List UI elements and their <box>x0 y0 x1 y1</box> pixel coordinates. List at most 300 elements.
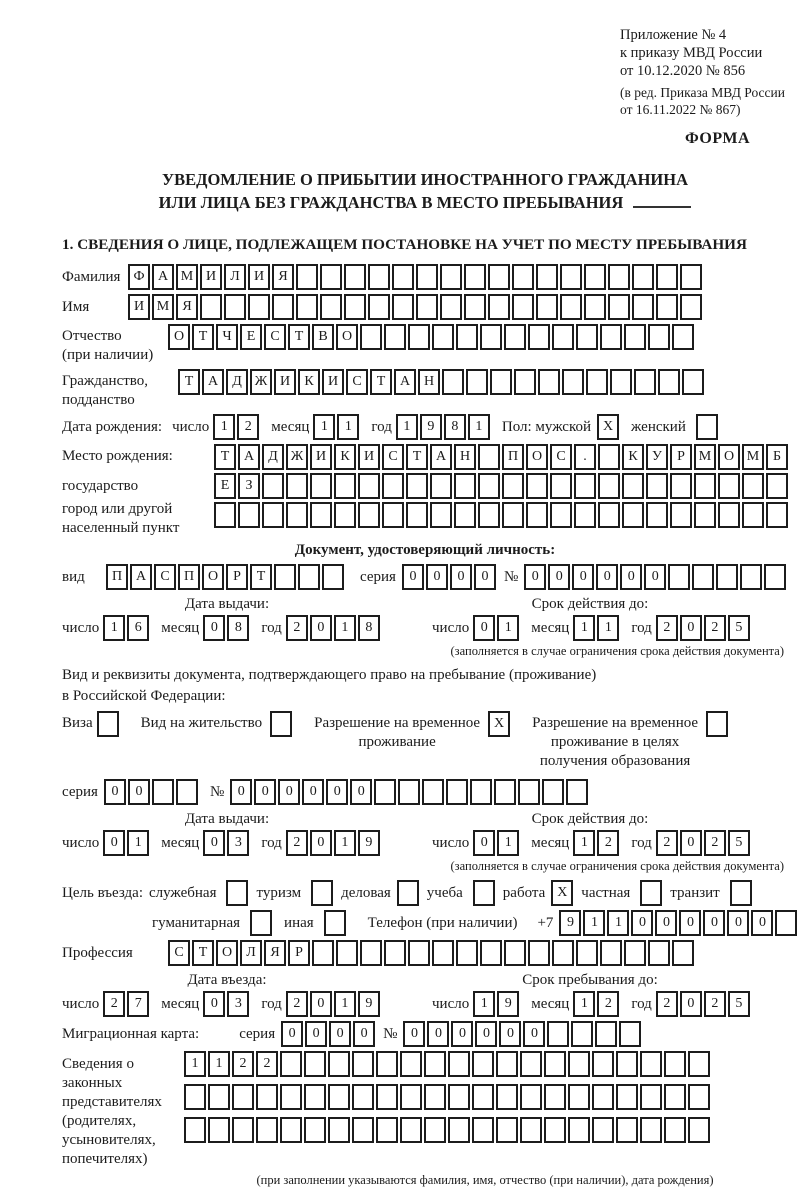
form-cell[interactable] <box>430 473 452 499</box>
form-cell[interactable]: Б <box>766 444 788 470</box>
form-cell[interactable]: И <box>274 369 296 395</box>
form-cell[interactable] <box>408 324 430 350</box>
form-cell[interactable]: 0 <box>751 910 773 936</box>
form-cell[interactable]: С <box>154 564 176 590</box>
form-cell[interactable] <box>310 473 332 499</box>
form-cell[interactable]: С <box>550 444 572 470</box>
form-cell[interactable]: 1 <box>334 991 356 1017</box>
form-cell[interactable]: С <box>382 444 404 470</box>
form-cell[interactable] <box>298 564 320 590</box>
form-cell[interactable]: У <box>646 444 668 470</box>
form-cell[interactable]: 1 <box>573 991 595 1017</box>
form-cell[interactable] <box>470 779 492 805</box>
form-cell[interactable]: 2 <box>232 1051 254 1077</box>
form-cell[interactable] <box>592 1117 614 1143</box>
form-cell[interactable]: 1 <box>468 414 490 440</box>
form-cell[interactable] <box>214 502 236 528</box>
form-cell[interactable] <box>640 1051 662 1077</box>
form-cell[interactable]: О <box>718 444 740 470</box>
form-cell[interactable] <box>398 779 420 805</box>
form-cell[interactable] <box>400 1117 422 1143</box>
form-cell[interactable] <box>576 324 598 350</box>
form-cell[interactable]: 2 <box>656 991 678 1017</box>
form-cell[interactable] <box>496 1084 518 1110</box>
form-cell[interactable] <box>608 264 630 290</box>
form-cell[interactable]: Л <box>224 264 246 290</box>
form-cell[interactable] <box>336 940 358 966</box>
form-cell[interactable] <box>311 880 333 906</box>
form-cell[interactable] <box>622 473 644 499</box>
form-cell[interactable] <box>775 910 797 936</box>
form-cell[interactable]: 0 <box>451 1021 473 1047</box>
form-cell[interactable]: А <box>394 369 416 395</box>
form-cell[interactable]: 2 <box>286 830 308 856</box>
form-cell[interactable] <box>656 294 678 320</box>
form-cell[interactable] <box>568 1051 590 1077</box>
form-cell[interactable] <box>504 940 526 966</box>
form-cell[interactable]: 2 <box>103 991 125 1017</box>
form-cell[interactable]: Р <box>226 564 248 590</box>
form-cell[interactable] <box>368 264 390 290</box>
form-cell[interactable]: Р <box>670 444 692 470</box>
form-cell[interactable] <box>397 880 419 906</box>
form-cell[interactable]: 0 <box>230 779 252 805</box>
form-cell[interactable]: 8 <box>444 414 466 440</box>
form-cell[interactable] <box>592 1084 614 1110</box>
form-cell[interactable] <box>584 294 606 320</box>
form-cell[interactable] <box>448 1084 470 1110</box>
form-cell[interactable]: С <box>346 369 368 395</box>
form-cell[interactable] <box>668 564 690 590</box>
form-cell[interactable]: М <box>742 444 764 470</box>
form-cell[interactable]: 1 <box>473 991 495 1017</box>
form-cell[interactable] <box>478 444 500 470</box>
form-cell[interactable] <box>502 502 524 528</box>
form-cell[interactable] <box>610 369 632 395</box>
form-cell[interactable] <box>456 324 478 350</box>
form-cell[interactable]: 0 <box>326 779 348 805</box>
form-cell[interactable]: 1 <box>334 615 356 641</box>
form-cell[interactable] <box>766 473 788 499</box>
form-cell[interactable] <box>272 294 294 320</box>
form-cell[interactable] <box>360 940 382 966</box>
form-cell[interactable] <box>480 324 502 350</box>
form-cell[interactable]: 1 <box>396 414 418 440</box>
form-cell[interactable] <box>328 1117 350 1143</box>
form-cell[interactable]: П <box>106 564 128 590</box>
form-cell[interactable]: 1 <box>213 414 235 440</box>
form-cell[interactable] <box>586 369 608 395</box>
form-cell[interactable] <box>640 1117 662 1143</box>
form-cell[interactable]: 0 <box>310 830 332 856</box>
form-cell[interactable]: 5 <box>728 830 750 856</box>
form-cell[interactable]: 0 <box>203 830 225 856</box>
form-cell[interactable] <box>598 473 620 499</box>
form-cell[interactable] <box>496 1051 518 1077</box>
form-cell[interactable] <box>574 502 596 528</box>
form-cell[interactable] <box>592 1051 614 1077</box>
form-cell[interactable]: 0 <box>680 991 702 1017</box>
form-cell[interactable]: 0 <box>655 910 677 936</box>
form-cell[interactable]: 8 <box>358 615 380 641</box>
form-cell[interactable]: 0 <box>203 991 225 1017</box>
form-cell[interactable] <box>542 779 564 805</box>
form-cell[interactable] <box>424 1051 446 1077</box>
form-cell[interactable]: Е <box>214 473 236 499</box>
form-cell[interactable] <box>478 473 500 499</box>
form-cell[interactable]: 0 <box>353 1021 375 1047</box>
form-cell[interactable]: И <box>322 369 344 395</box>
form-cell[interactable]: 1 <box>208 1051 230 1077</box>
form-cell[interactable] <box>680 294 702 320</box>
form-cell[interactable] <box>382 473 404 499</box>
form-cell[interactable]: 0 <box>427 1021 449 1047</box>
form-cell[interactable]: 0 <box>524 564 546 590</box>
form-cell[interactable]: 0 <box>680 615 702 641</box>
form-cell[interactable] <box>408 940 430 966</box>
form-cell[interactable] <box>472 1117 494 1143</box>
form-cell[interactable]: 0 <box>644 564 666 590</box>
form-cell[interactable] <box>344 264 366 290</box>
form-cell[interactable]: 0 <box>572 564 594 590</box>
form-cell[interactable] <box>664 1117 686 1143</box>
form-cell[interactable]: И <box>248 264 270 290</box>
form-cell[interactable] <box>176 779 198 805</box>
form-cell[interactable]: 1 <box>607 910 629 936</box>
form-cell[interactable]: 2 <box>704 991 726 1017</box>
form-cell[interactable] <box>322 564 344 590</box>
form-cell[interactable]: Н <box>454 444 476 470</box>
form-cell[interactable]: 1 <box>583 910 605 936</box>
form-cell[interactable]: А <box>238 444 260 470</box>
form-cell[interactable] <box>512 294 534 320</box>
form-cell[interactable] <box>384 940 406 966</box>
form-cell[interactable] <box>304 1117 326 1143</box>
form-cell[interactable] <box>766 502 788 528</box>
form-cell[interactable]: 0 <box>680 830 702 856</box>
form-cell[interactable]: А <box>430 444 452 470</box>
form-cell[interactable] <box>664 1051 686 1077</box>
form-cell[interactable]: 0 <box>254 779 276 805</box>
form-cell[interactable]: 0 <box>475 1021 497 1047</box>
form-cell[interactable]: О <box>168 324 190 350</box>
form-cell[interactable] <box>304 1051 326 1077</box>
form-cell[interactable] <box>262 502 284 528</box>
form-cell[interactable]: 1 <box>597 615 619 641</box>
form-cell[interactable] <box>97 711 119 737</box>
form-cell[interactable]: 0 <box>679 910 701 936</box>
form-cell[interactable] <box>328 1051 350 1077</box>
form-cell[interactable] <box>646 473 668 499</box>
form-cell[interactable] <box>446 779 468 805</box>
form-cell[interactable] <box>696 414 718 440</box>
form-cell[interactable] <box>488 294 510 320</box>
form-cell[interactable] <box>473 880 495 906</box>
form-cell[interactable] <box>440 294 462 320</box>
form-cell[interactable]: 3 <box>227 991 249 1017</box>
form-cell[interactable]: И <box>128 294 150 320</box>
form-cell[interactable]: 0 <box>474 564 496 590</box>
form-cell[interactable] <box>232 1084 254 1110</box>
form-cell[interactable] <box>536 264 558 290</box>
form-cell[interactable]: 9 <box>358 991 380 1017</box>
form-cell[interactable]: М <box>152 294 174 320</box>
form-cell[interactable]: 2 <box>286 991 308 1017</box>
form-cell[interactable] <box>616 1084 638 1110</box>
form-cell[interactable]: 1 <box>497 830 519 856</box>
form-cell[interactable]: 9 <box>497 991 519 1017</box>
form-cell[interactable]: 2 <box>656 615 678 641</box>
form-cell[interactable] <box>472 1084 494 1110</box>
form-cell[interactable] <box>280 1084 302 1110</box>
form-cell[interactable] <box>682 369 704 395</box>
form-cell[interactable] <box>544 1051 566 1077</box>
form-cell[interactable]: П <box>178 564 200 590</box>
form-cell[interactable]: И <box>200 264 222 290</box>
form-cell[interactable] <box>262 473 284 499</box>
form-cell[interactable] <box>208 1084 230 1110</box>
form-cell[interactable]: Ж <box>250 369 272 395</box>
form-cell[interactable]: Д <box>262 444 284 470</box>
form-cell[interactable] <box>226 880 248 906</box>
form-cell[interactable] <box>584 264 606 290</box>
form-cell[interactable] <box>472 1051 494 1077</box>
form-cell[interactable] <box>672 324 694 350</box>
form-cell[interactable]: 0 <box>278 779 300 805</box>
form-cell[interactable] <box>670 502 692 528</box>
form-cell[interactable] <box>384 324 406 350</box>
form-cell[interactable] <box>232 1117 254 1143</box>
form-cell[interactable] <box>280 1117 302 1143</box>
form-cell[interactable]: X <box>597 414 619 440</box>
form-cell[interactable] <box>454 502 476 528</box>
form-cell[interactable] <box>624 940 646 966</box>
form-cell[interactable]: Я <box>176 294 198 320</box>
form-cell[interactable] <box>454 473 476 499</box>
form-cell[interactable]: О <box>336 324 358 350</box>
form-cell[interactable]: А <box>202 369 224 395</box>
form-cell[interactable] <box>270 711 292 737</box>
form-cell[interactable] <box>422 779 444 805</box>
form-cell[interactable] <box>376 1084 398 1110</box>
form-cell[interactable]: П <box>502 444 524 470</box>
form-cell[interactable] <box>598 444 620 470</box>
form-cell[interactable] <box>250 910 272 936</box>
form-cell[interactable] <box>286 502 308 528</box>
form-cell[interactable] <box>640 880 662 906</box>
form-cell[interactable]: 0 <box>523 1021 545 1047</box>
form-cell[interactable]: 2 <box>704 615 726 641</box>
form-cell[interactable]: 0 <box>402 564 424 590</box>
form-cell[interactable] <box>688 1084 710 1110</box>
form-cell[interactable] <box>706 711 728 737</box>
form-cell[interactable] <box>152 779 174 805</box>
form-cell[interactable] <box>496 1117 518 1143</box>
form-cell[interactable] <box>334 473 356 499</box>
form-cell[interactable] <box>382 502 404 528</box>
form-cell[interactable]: О <box>202 564 224 590</box>
form-cell[interactable] <box>344 294 366 320</box>
form-cell[interactable] <box>320 264 342 290</box>
form-cell[interactable]: К <box>334 444 356 470</box>
form-cell[interactable]: 0 <box>104 779 126 805</box>
form-cell[interactable] <box>406 502 428 528</box>
form-cell[interactable] <box>440 264 462 290</box>
form-cell[interactable] <box>670 473 692 499</box>
form-cell[interactable] <box>616 1117 638 1143</box>
form-cell[interactable]: 1 <box>127 830 149 856</box>
form-cell[interactable]: М <box>694 444 716 470</box>
form-cell[interactable]: О <box>526 444 548 470</box>
form-cell[interactable] <box>552 940 574 966</box>
form-cell[interactable] <box>536 294 558 320</box>
form-cell[interactable]: Я <box>264 940 286 966</box>
form-cell[interactable]: В <box>312 324 334 350</box>
form-cell[interactable] <box>622 502 644 528</box>
form-cell[interactable]: 1 <box>103 615 125 641</box>
form-cell[interactable] <box>456 940 478 966</box>
form-cell[interactable] <box>550 502 572 528</box>
form-cell[interactable]: 0 <box>403 1021 425 1047</box>
form-cell[interactable]: 3 <box>227 830 249 856</box>
form-cell[interactable]: 0 <box>128 779 150 805</box>
form-cell[interactable]: X <box>488 711 510 737</box>
form-cell[interactable] <box>520 1051 542 1077</box>
form-cell[interactable] <box>376 1051 398 1077</box>
form-cell[interactable] <box>740 564 762 590</box>
form-cell[interactable]: 0 <box>203 615 225 641</box>
form-cell[interactable] <box>547 1021 569 1047</box>
form-cell[interactable]: 0 <box>499 1021 521 1047</box>
form-cell[interactable] <box>718 473 740 499</box>
form-cell[interactable] <box>608 294 630 320</box>
form-cell[interactable]: 2 <box>237 414 259 440</box>
form-cell[interactable]: З <box>238 473 260 499</box>
form-cell[interactable]: 0 <box>631 910 653 936</box>
form-cell[interactable]: 0 <box>103 830 125 856</box>
form-cell[interactable] <box>562 369 584 395</box>
form-cell[interactable] <box>560 294 582 320</box>
form-cell[interactable] <box>716 564 738 590</box>
form-cell[interactable] <box>490 369 512 395</box>
form-cell[interactable]: 2 <box>656 830 678 856</box>
form-cell[interactable]: 0 <box>596 564 618 590</box>
form-cell[interactable] <box>352 1084 374 1110</box>
form-cell[interactable] <box>478 502 500 528</box>
form-cell[interactable] <box>688 1051 710 1077</box>
form-cell[interactable]: 0 <box>727 910 749 936</box>
form-cell[interactable]: 0 <box>281 1021 303 1047</box>
form-cell[interactable] <box>466 369 488 395</box>
form-cell[interactable]: 1 <box>184 1051 206 1077</box>
form-cell[interactable] <box>442 369 464 395</box>
form-cell[interactable] <box>352 1051 374 1077</box>
form-cell[interactable] <box>400 1084 422 1110</box>
form-cell[interactable]: 9 <box>420 414 442 440</box>
form-cell[interactable]: Т <box>250 564 272 590</box>
form-cell[interactable] <box>571 1021 593 1047</box>
form-cell[interactable]: 1 <box>573 615 595 641</box>
form-cell[interactable] <box>416 264 438 290</box>
form-cell[interactable] <box>552 324 574 350</box>
form-cell[interactable] <box>448 1051 470 1077</box>
form-cell[interactable]: X <box>551 880 573 906</box>
form-cell[interactable]: Т <box>192 940 214 966</box>
form-cell[interactable]: С <box>264 324 286 350</box>
form-cell[interactable] <box>600 324 622 350</box>
form-cell[interactable] <box>518 779 540 805</box>
form-cell[interactable] <box>200 294 222 320</box>
form-cell[interactable]: А <box>152 264 174 290</box>
form-cell[interactable]: Р <box>288 940 310 966</box>
form-cell[interactable] <box>296 294 318 320</box>
form-cell[interactable]: 5 <box>728 615 750 641</box>
form-cell[interactable]: 1 <box>573 830 595 856</box>
form-cell[interactable] <box>648 324 670 350</box>
form-cell[interactable]: 8 <box>227 615 249 641</box>
form-cell[interactable] <box>274 564 296 590</box>
form-cell[interactable] <box>688 1117 710 1143</box>
form-cell[interactable] <box>600 940 622 966</box>
form-cell[interactable] <box>624 324 646 350</box>
form-cell[interactable] <box>504 324 526 350</box>
form-cell[interactable] <box>248 294 270 320</box>
form-cell[interactable]: 0 <box>548 564 570 590</box>
form-cell[interactable]: 0 <box>305 1021 327 1047</box>
form-cell[interactable] <box>392 294 414 320</box>
form-cell[interactable]: . <box>574 444 596 470</box>
form-cell[interactable] <box>320 294 342 320</box>
form-cell[interactable]: Т <box>178 369 200 395</box>
form-cell[interactable] <box>310 502 332 528</box>
form-cell[interactable] <box>730 880 752 906</box>
form-cell[interactable]: 1 <box>334 830 356 856</box>
form-cell[interactable] <box>544 1084 566 1110</box>
form-cell[interactable] <box>280 1051 302 1077</box>
form-cell[interactable]: 0 <box>329 1021 351 1047</box>
form-cell[interactable] <box>520 1117 542 1143</box>
form-cell[interactable] <box>184 1084 206 1110</box>
form-cell[interactable] <box>648 940 670 966</box>
form-cell[interactable]: 1 <box>497 615 519 641</box>
form-cell[interactable] <box>694 502 716 528</box>
form-cell[interactable] <box>424 1084 446 1110</box>
form-cell[interactable] <box>296 264 318 290</box>
form-cell[interactable]: 0 <box>310 615 332 641</box>
form-cell[interactable] <box>464 264 486 290</box>
form-cell[interactable] <box>619 1021 641 1047</box>
form-cell[interactable] <box>658 369 680 395</box>
form-cell[interactable] <box>304 1084 326 1110</box>
form-cell[interactable]: К <box>622 444 644 470</box>
form-cell[interactable]: 0 <box>426 564 448 590</box>
form-cell[interactable] <box>692 564 714 590</box>
form-cell[interactable]: Т <box>192 324 214 350</box>
form-cell[interactable] <box>494 779 516 805</box>
form-cell[interactable] <box>598 502 620 528</box>
form-cell[interactable] <box>328 1084 350 1110</box>
form-cell[interactable] <box>566 779 588 805</box>
form-cell[interactable]: 0 <box>703 910 725 936</box>
form-cell[interactable]: 2 <box>597 830 619 856</box>
form-cell[interactable]: 1 <box>313 414 335 440</box>
form-cell[interactable]: Я <box>272 264 294 290</box>
form-cell[interactable] <box>574 473 596 499</box>
form-cell[interactable]: 2 <box>256 1051 278 1077</box>
form-cell[interactable] <box>480 940 502 966</box>
form-cell[interactable] <box>424 1117 446 1143</box>
form-cell[interactable] <box>376 1117 398 1143</box>
